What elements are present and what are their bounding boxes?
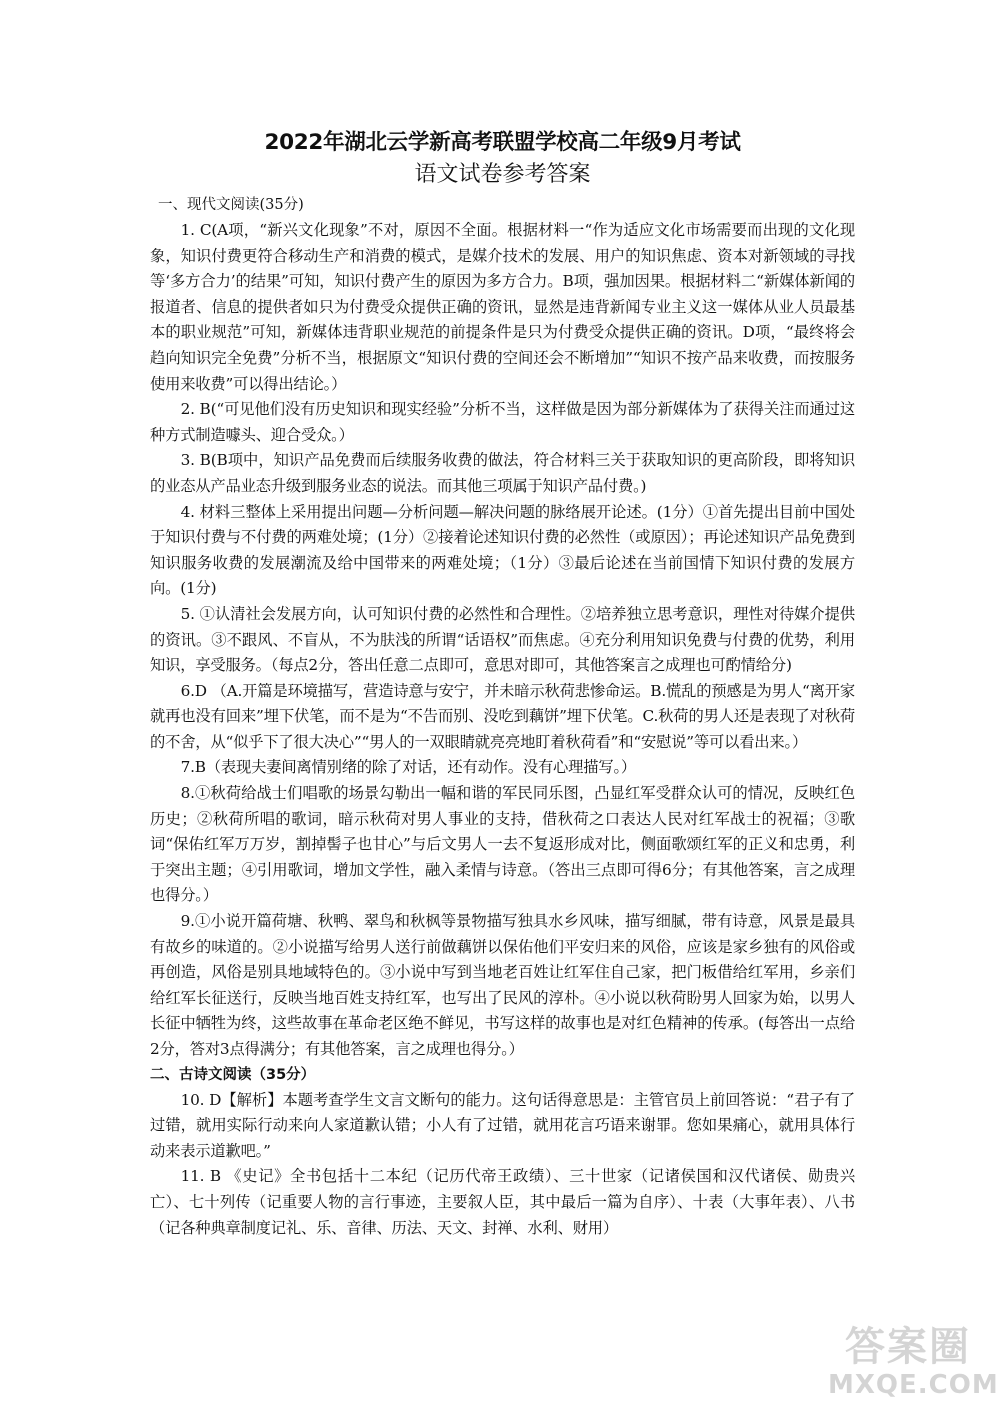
answer-item: 3. B(B项中，知识产品免费而后续服务收费的做法，符合材料三关于获取知识的更高阶段，即将知识的业态从产品业态升级到服务业态的说法。而其他三项属于知识产品付费。) [150,451,855,495]
answer-item: 9.①小说开篇荷塘、秋鸭、翠鸟和秋枫等景物描写独具水乡风味，描写细腻，带有诗意，风景是最具有故乡的味道的。②小说描写给男人送行前做藕饼以保佑他们平安归来的风俗，应该是家乡独有的风俗或再创造，风俗是别具地域特色的。③小说中写到当地老百姓让红军住自己家，把门板借给红军用，乡亲们给红军长征送行，反映当地百姓支持红军，也写出了民风的淳朴。④小说以秋荷盼男人回家为始，以男人长征中牺牲为终，这些故事在革命老区绝不鲜见，书写这样的故事也是对红色精神的传承。(每答出一点给2分，答对3点得满分；有其他答案，言之成理也得分。） [150,912,855,1058]
document-title: 2022年湖北云学新高考联盟学校高二年级9月考试 [264,130,741,155]
section-heading-modern-reading: 一、现代文阅读(35分) [158,197,304,213]
watermark [828,1324,999,1408]
answer-item: 2. B(“可见他们没有历史知识和现实经验”分析不当，这样做是因为部分新媒体为了获得关注而通过这种方式制造噱头、迎合受众。） [150,400,855,444]
answer-item: 6.D （A.开篇是环境描写，营造诗意与安宁，并未暗示秋荷悲惨命运。B.慌乱的预感是为男人“离开家就再也没有回来”埋下伏笔，而不是为“不告而别、没吃到藕饼”埋下伏笔。C.秋荷的男人还是表现了对秋荷的不舍，从“似乎下了很大决心”“男人的一双眼睛就亮亮地盯着秋荷看”和“安慰说”等可以看出来。） [150,681,855,751]
answer-item: 1. C(A项，“新兴文化现象”不对，原因不全面。根据材料一“作为适应文化市场需要而出现的文化现象，知识付费更符合移动生产和消费的模式，是媒介技术的发展、用户的知识焦虑、资本对新领域的寻找等‘多方合力’的结果”可知，知识付费产生的原因为多方合力。B项，强加因果。根据材料二“新媒体新闻的报道者、信息的提供者如只为付费受众提供正确的资讯，显然是违背新闻专业主义这一媒体从业人员最基本的职业规范”可知，新媒体违背职业规范的前提条件是只为付费受众提供正确的资讯。D项，“最终将会趋向知识完全免费”分析不当，根据原文“知识付费的空间还会不断增加”“知识不按产品来收费，而按服务使用来收费”可以得出结论。） [150,221,855,393]
answer-item: 10. D【解析】本题考查学生文言文断句的能力。这句话得意思是：主管官员上前回答说：“君子有了过错，就用实际行动来向人家道歉认错；小人有了过错，就用花言巧语来谢罪。您如果痛心，就用具体行动来表示道歉吧。” [150,1090,855,1160]
answer-sheet-page [150,128,855,1241]
answer-item: 7.B（表现夫妻间离情别绪的除了对话，还有动作。没有心理描写。） [180,758,636,777]
watermark-url: MXQE.COM [828,1370,999,1400]
answer-item: 11. B 《史记》全书包括十二本纪（记历代帝王政绩）、三十世家（记诸侯国和汉代诸侯、勋贵兴亡）、七十列传（记重要人物的言行事迹，主要叙人臣，其中最后一篇为自序）、十表（大事年表）、八书（记各种典章制度记礼、乐、音律、历法、天文、封禅、水利、财用） [150,1167,855,1237]
watermark-logo-text: 答案圈 [845,1324,971,1370]
answer-item: 4. 材料三整体上采用提出问题—分析问题—解决问题的脉络展开论述。(1分）①首先提出目前中国处于知识付费与不付费的两难处境；(1分）②接着论述知识付费的必然性（或原因）；再论述知识产品免费到知识服务收费的发展潮流及给中国带来的两难处境；（1分）③最后论述在当前国情下知识付费的发展方向。(1分) [150,502,855,598]
answer-item: 5. ①认清社会发展方向，认可知识付费的必然性和合理性。②培养独立思考意识，理性对待媒介提供的资讯。③不跟风、不盲从，不为肤浅的所谓“话语权”而焦虑。④充分利用知识免费与付费的优势，利用知识，享受服务。（每点2分，答出任意二点即可，意思对即可，其他答案言之成理也可酌情给分) [150,604,855,675]
answer-item: 8.①秋荷给战士们唱歌的场景勾勒出一幅和谐的军民同乐图，凸显红军受群众认可的情况，反映红色历史；②秋荷所唱的歌词，暗示秋荷对男人事业的支持，借秋荷之口表达人民对红军战士的祝福；③歌词“保佑红军万万岁，割掉髻子也甘心”与后文男人一去不复返形成对比，侧面歌颂红军的正义和忠勇，利于突出主题；④引用歌词，增加文学性，融入柔情与诗意。（答出三点即可得6分；有其他答案，言之成理也得分。） [150,784,855,905]
section-heading-classical-reading: 二、古诗文阅读（35分） [150,1066,316,1083]
document-subtitle: 语文试卷参考答案 [414,162,591,187]
